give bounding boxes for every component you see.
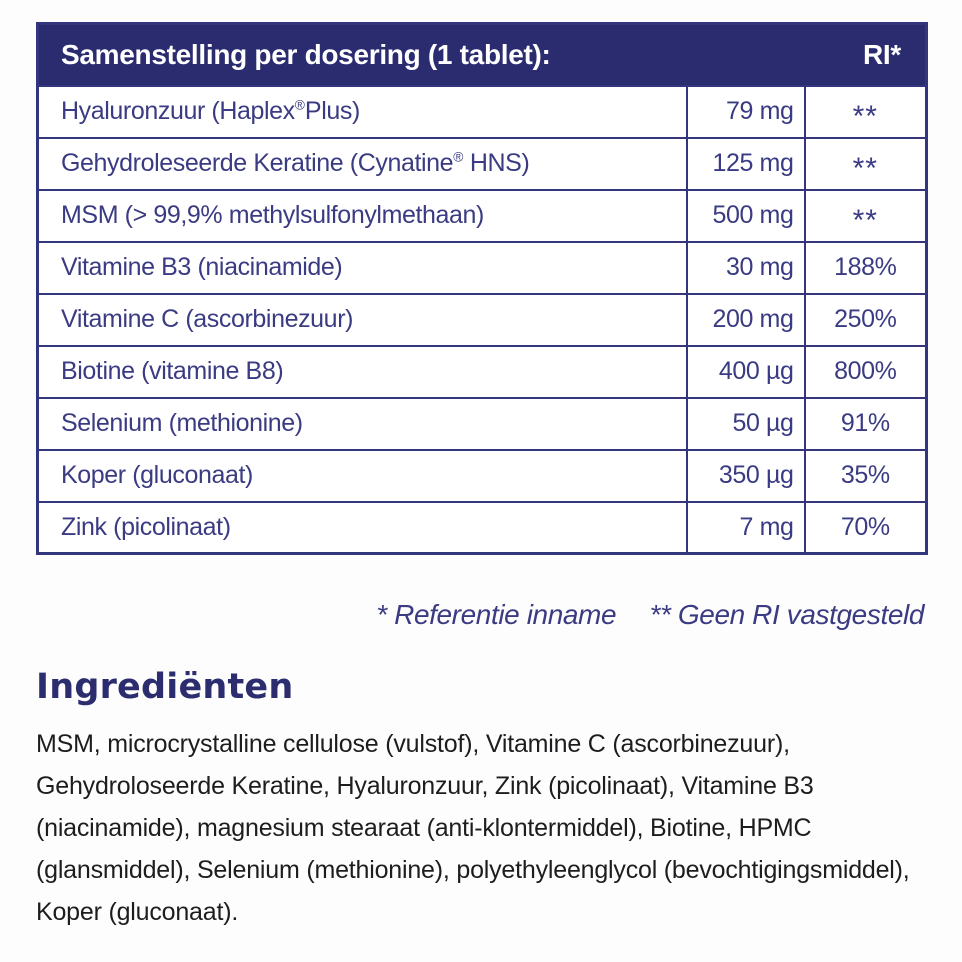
table-row: [38, 294, 927, 346]
ingredient-amount: 30 mg: [687, 242, 805, 294]
registered-trademark-symbol: ®: [294, 97, 305, 113]
ri-column-header: RI*: [805, 24, 927, 86]
ingredient-ri-value: 35%: [805, 450, 927, 502]
ingredient-name: Vitamine C (ascorbinezuur): [38, 294, 687, 346]
ingredient-name: Selenium (methionine): [38, 398, 687, 450]
ingredient-name: Koper (gluconaat): [38, 450, 687, 502]
ingredient-name: Biotine (vitamine B8): [38, 346, 687, 398]
ingredient-amount: 79 mg: [687, 86, 805, 138]
ingredient-amount: 125 mg: [687, 138, 805, 190]
ingredient-ri-value: **: [805, 138, 927, 190]
ingredient-ri-value: 70%: [805, 502, 927, 554]
composition-table-body: [38, 86, 927, 554]
table-row: [38, 242, 927, 294]
footnote-reference-intake: * Referentie inname: [376, 599, 617, 630]
table-row: [38, 450, 927, 502]
composition-table: [36, 22, 928, 555]
table-row: [38, 190, 927, 242]
ingredient-ri-value: **: [805, 190, 927, 242]
ingredient-name: MSM (> 99,9% methylsulfonylmethaan): [38, 190, 687, 242]
footnote: [36, 599, 928, 631]
ingredient-amount: 500 mg: [687, 190, 805, 242]
ingredient-ri-value: 188%: [805, 242, 927, 294]
table-row: [38, 398, 927, 450]
ingredient-name: Hyaluronzuur (Haplex®Plus): [38, 86, 687, 138]
table-row: [38, 502, 927, 554]
ingredient-name: Gehydroleseerde Keratine (Cynatine® HNS): [38, 138, 687, 190]
table-row: [38, 346, 927, 398]
header-row: [38, 24, 927, 86]
ingredient-ri-value: **: [805, 86, 927, 138]
table-title: Samenstelling per dosering (1 tablet):: [38, 24, 805, 86]
ingredient-ri-value: 800%: [805, 346, 927, 398]
ingredient-ri-value: 91%: [805, 398, 927, 450]
footnote-no-ri-established: ** Geen RI vastgesteld: [649, 599, 924, 630]
ingredient-name: Zink (picolinaat): [38, 502, 687, 554]
ingredient-amount: 350 µg: [687, 450, 805, 502]
ingredients-heading: Ingrediënten: [36, 667, 294, 707]
registered-trademark-symbol: ®: [453, 149, 464, 165]
table-row: [38, 138, 927, 190]
ingredient-amount: 400 µg: [687, 346, 805, 398]
ingredient-amount: 7 mg: [687, 502, 805, 554]
ingredient-ri-value: 250%: [805, 294, 927, 346]
ingredient-amount: 200 mg: [687, 294, 805, 346]
ingredient-amount: 50 µg: [687, 398, 805, 450]
table-row: [38, 86, 927, 138]
composition-table-header: [38, 24, 927, 86]
ingredients-text: MSM, microcrystalline cellulose (vulstof), Vitamine C (ascorbinezuur), Gehydroloseerde Keratine, Hyaluronzuur, Zink (picolinaat), Vitamine B3 (niacinamide), magnesium stearaat (anti-klontermiddel), Biotine, HPMC (glansmiddel), Selenium (methionine), polyethyleenglycol (bevochtigingsmiddel), Koper (gluconaat).: [36, 730, 910, 926]
ingredient-name: Vitamine B3 (niacinamide): [38, 242, 687, 294]
